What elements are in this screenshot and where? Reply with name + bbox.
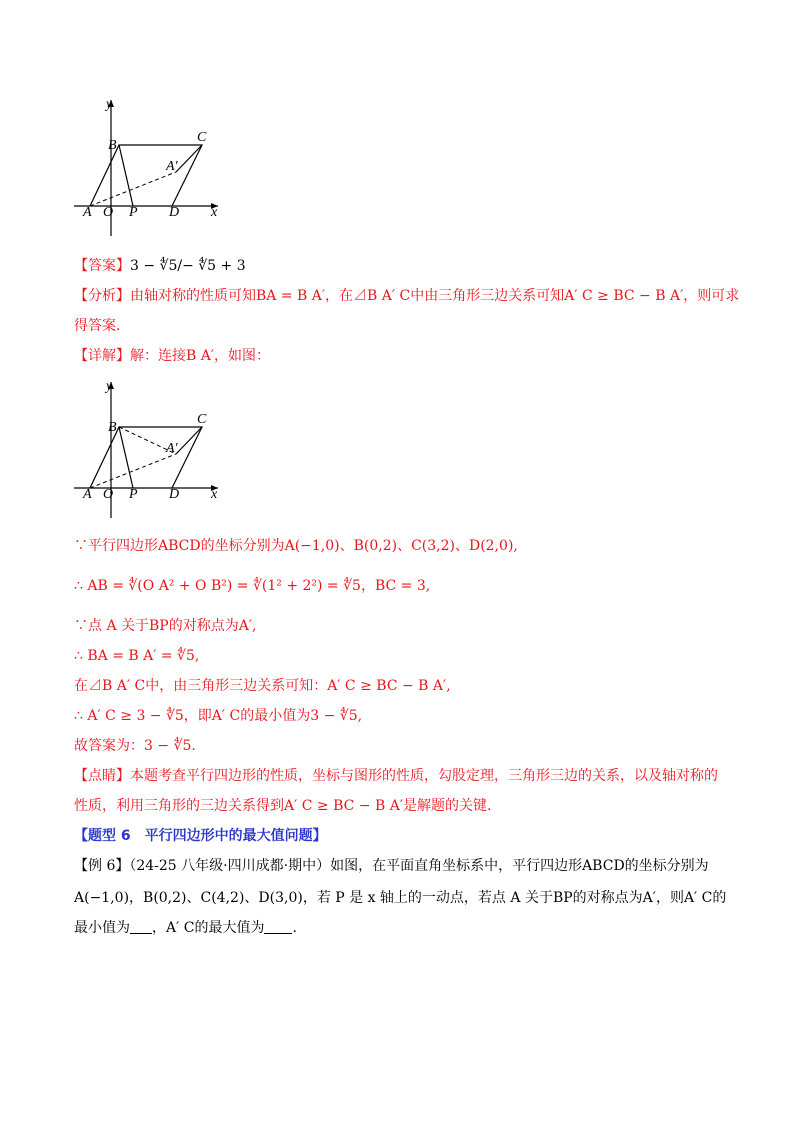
example-text-1: （24-25 八年级·四川成都·期中）如图，在平面直角坐标系中，平行四边形ABCD的坐标分别为 [129,858,709,874]
analysis-tag: 【分析】 [74,288,130,304]
svg-text:y: y [106,379,113,394]
answer-text: 3 − ∜5/− ∜5 + 3 [130,258,246,274]
section-heading: 【题型 6 平行四边形中的最大值问题】 [74,828,327,844]
analysis-text-1: 由轴对称的性质可知BA = B A′，在⊿B A′ C中由三角形三边关系可知A′ C ≥ BC − B A′，则可求 [130,288,740,304]
comment-line-1 [74,766,740,786]
geometry-diagram-1 [68,96,228,236]
solution-line-3: ∵点 A 关于BP的对称点为A′, [74,618,257,634]
solution-line-5: 在⊿B A′ C中，由三角形三边关系可知：A′ C ≥ BC − B A′, [74,678,451,694]
analysis-line-1 [74,286,740,306]
detail-tag: 【详解】 [74,348,130,364]
comment-text-1: 本题考查平行四边形的性质，坐标与图形的性质，勾股定理，三角形三边的关系，以及轴对称的 [130,768,718,784]
geometry-diagram-2 [68,378,228,518]
answer-blank-min[interactable] [130,919,152,934]
detail-line [74,346,740,366]
example-line-2: A(−1,0)，B(0,2)、C(4,2)、D(3,0)，若 P 是 x 轴上的一动点，若点 A 关于BP的对称点为A′，则A′ C的 [74,890,727,906]
svg-text:D: D [169,487,180,502]
example-line-3 [74,918,740,938]
example-text-3c: . [292,920,297,936]
example-tag: 【例 6】 [74,858,130,874]
svg-text:A: A [83,205,92,220]
svg-text:O: O [103,487,114,502]
detail-text: 解：连接B A′，如图： [130,348,271,364]
figure-top [68,96,228,236]
svg-text:x: x [211,487,218,502]
example-line-1 [74,856,740,876]
solution-line-2: ∴ AB = ∜(O A² + O B²) = ∜(1² + 2²) = ∜5，BC = 3, [74,578,431,594]
svg-text:C: C [197,130,207,145]
solution-line-4: ∴ BA = B A′ = ∜5, [74,648,200,664]
svg-text:B: B [108,138,117,153]
svg-text:B: B [108,420,117,435]
comment-line-2: 性质，利用三角形的三边关系得到A′ C ≥ BC − B A′是解题的关键. [74,798,492,814]
svg-text:x: x [211,205,218,220]
figure-detail [68,378,228,518]
svg-text:C: C [197,412,207,427]
svg-text:A′: A′ [166,441,178,456]
svg-text:P: P [129,487,138,502]
answer-line [74,256,740,276]
answer-tag: 【答案】 [74,258,130,274]
svg-text:A: A [83,487,92,502]
svg-text:A′: A′ [166,159,178,174]
comment-tag: 【点睛】 [74,768,130,784]
svg-text:y: y [106,97,113,112]
solution-line-6: ∴ A′ C ≥ 3 − ∜5，即A′ C的最小值为3 − ∜5, [74,708,363,724]
example-text-3b: ，A′ C的最大值为 [152,920,265,936]
solution-line-7: 故答案为：3 − ∜5. [74,738,196,754]
svg-text:D: D [169,205,180,220]
svg-text:P: P [129,205,138,220]
analysis-line-2: 得答案. [74,318,121,334]
answer-blank-max[interactable] [264,919,292,934]
example-text-3a: 最小值为 [74,920,130,936]
solution-line-1: ∵平行四边形ABCD的坐标分别为A(−1,0)、B(0,2)、C(3,2)、D(2,0), [74,538,518,554]
svg-text:O: O [103,205,114,220]
